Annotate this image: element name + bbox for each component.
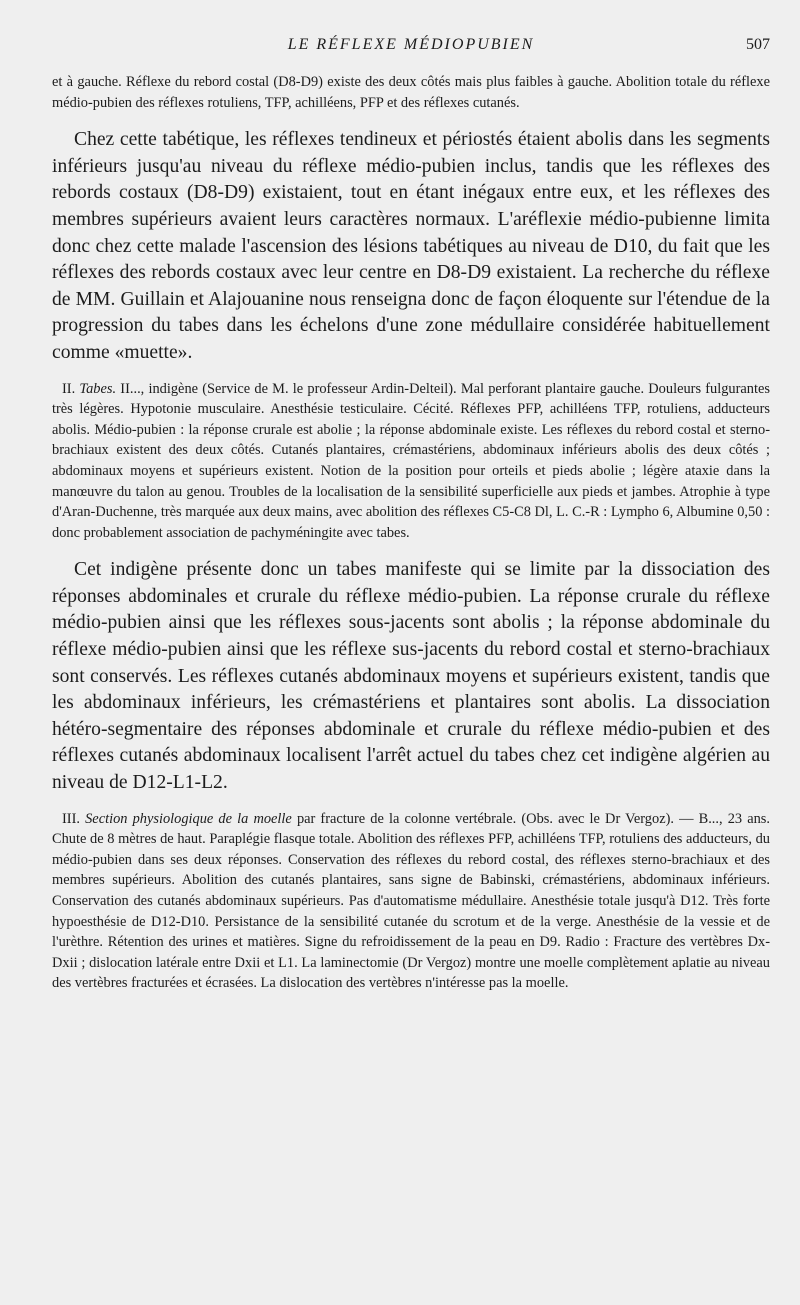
page [52, 36, 770, 994]
case-3-number: III. [62, 810, 80, 827]
case-2-title: Tabes. [79, 380, 117, 397]
discussion-paragraph-2: Cet indigène présente donc un tabes manifeste qui se limite par la dissociation des réponses abdominales et crurale du réflexe médio-pubien. La réponse crurale du réflexe médio-pubien ainsi que les réflexes sous-jacents sont abolis ; la réponse abdominale du réflexe médio-pubien ainsi que les réflexe sus-jacents du rebord costal et sterno-brachiaux sont conservés. Les réflexes cutanés abdominaux moyens et supérieurs existent, tandis que les abdominaux inférieurs, les crémastériens et plantaires sont abolis. La dissociation hétéro-segmentaire des réponses abdominale et crurale du réflexe médio-pubien et des réflexes cutanés abdominaux localisent l'arrêt actuel du tabes chez cet indigène algérien au niveau de D12-L1-L2. [52, 559, 770, 794]
running-title: LE RÉFLEXE MÉDIOPUBIEN [287, 36, 535, 53]
page-number: 507 [746, 36, 770, 53]
case-continuation-paragraph: et à gauche. Réflexe du rebord costal (D8-D9) existe des deux côtés mais plus faibles à gauche. Abolition totale du réflexe médio-pubien des réflexes rotuliens, TFP, achilléens, PFP et des réflexes cutanés. [52, 74, 770, 111]
case-3-title: Section physiologique de la moelle [85, 810, 292, 827]
case-report-3 [52, 809, 770, 994]
case-2-body: II..., indigène (Service de M. le professeur Ardin-Delteil). Mal perforant plantaire gauche. Douleurs fulgurantes très légères. Hypotonie musculaire. Anesthésie testiculaire. Cécité. Réflexes PFP, achilléens TFP, rotuliens, adducteurs abolis. Médio-pubien : la réponse crurale est abolie ; la réponse abdominale existe. Les réflexes du rebord costal et sterno-brachiaux existent des deux côtés. Cutanés plantaires, crémastériens, abdominaux inférieurs abolis des deux côtés ; abdominaux moyens et supérieurs existent. Notion de la position pour orteils et pieds abolie ; légère ataxie dans la manœuvre du talon au genou. Troubles de la localisation de la sensibilité superficielle aux pieds et jambes. Atrophie à type d'Aran-Duchenne, très marquée aux deux mains, avec abolition des réflexes C5-C8 Dl, L. C.-R : Lympho 6, Albumine 0,50 : donc probablement association de pachyméningite avec tabes. [52, 380, 770, 541]
discussion-paragraph-1: Chez cette tabétique, les réflexes tendineux et périostés étaient abolis dans les segments inférieurs jusqu'au niveau du réflexe médio-pubien inclus, tandis que les réflexes des rebords costaux (D8-D9) existaient, tout en étant inégaux entre eux, et les réflexes des membres supérieurs avaient leurs caractères normaux. L'aréflexie médio-pubienne limita donc chez cette malade l'ascension des lésions tabétiques au niveau de D10, du fait que les réflexes des rebords costaux avec leur centre en D8-D9 existaient. La recherche du réflexe de MM. Guillain et Alajouanine nous renseigna donc de façon éloquente sur l'étendue de la progression du tabes dans les échelons d'une zone médullaire considérée habituellement comme «muette». [52, 129, 770, 363]
running-head [52, 36, 770, 64]
case-report-2 [52, 379, 770, 544]
case-2-number: II. [62, 380, 76, 397]
case-3-body: par fracture de la colonne vertébrale. (Obs. avec le Dr Vergoz). — B..., 23 ans. Chute de 8 mètres de haut. Paraplégie flasque totale. Abolition des réflexes PFP, achilléens TFP, rotuliens des adducteurs, du médio-pubien dans ses deux réponses. Conservation des réflexes du rebord costal, des réflexes sterno-brachiaux et des membres supérieurs. Abolition des cutanés plantaires, sans signe de Babinski, crémastériens, abdominaux inférieurs. Conservation des cutanés abdominaux supérieurs. Pas d'automatisme médullaire. Anesthésie totale jusqu'à D12. Très forte hypoesthésie de D12-D10. Persistance de la sensibilité cutanée du scrotum et de la verge. Anesthésie de la vessie et de l'urèthre. Rétention des urines et matières. Signe du refroidissement de la peau en D9. Radio : Fracture des vertèbres Dx-Dxii ; dislocation latérale entre Dxii et L1. La laminectomie (Dr Vergoz) montre une moelle complètement aplatie au niveau des vertèbres fracturées et écrasées. La dislocation des vertèbres n'intéresse pas la moelle. [52, 810, 770, 992]
